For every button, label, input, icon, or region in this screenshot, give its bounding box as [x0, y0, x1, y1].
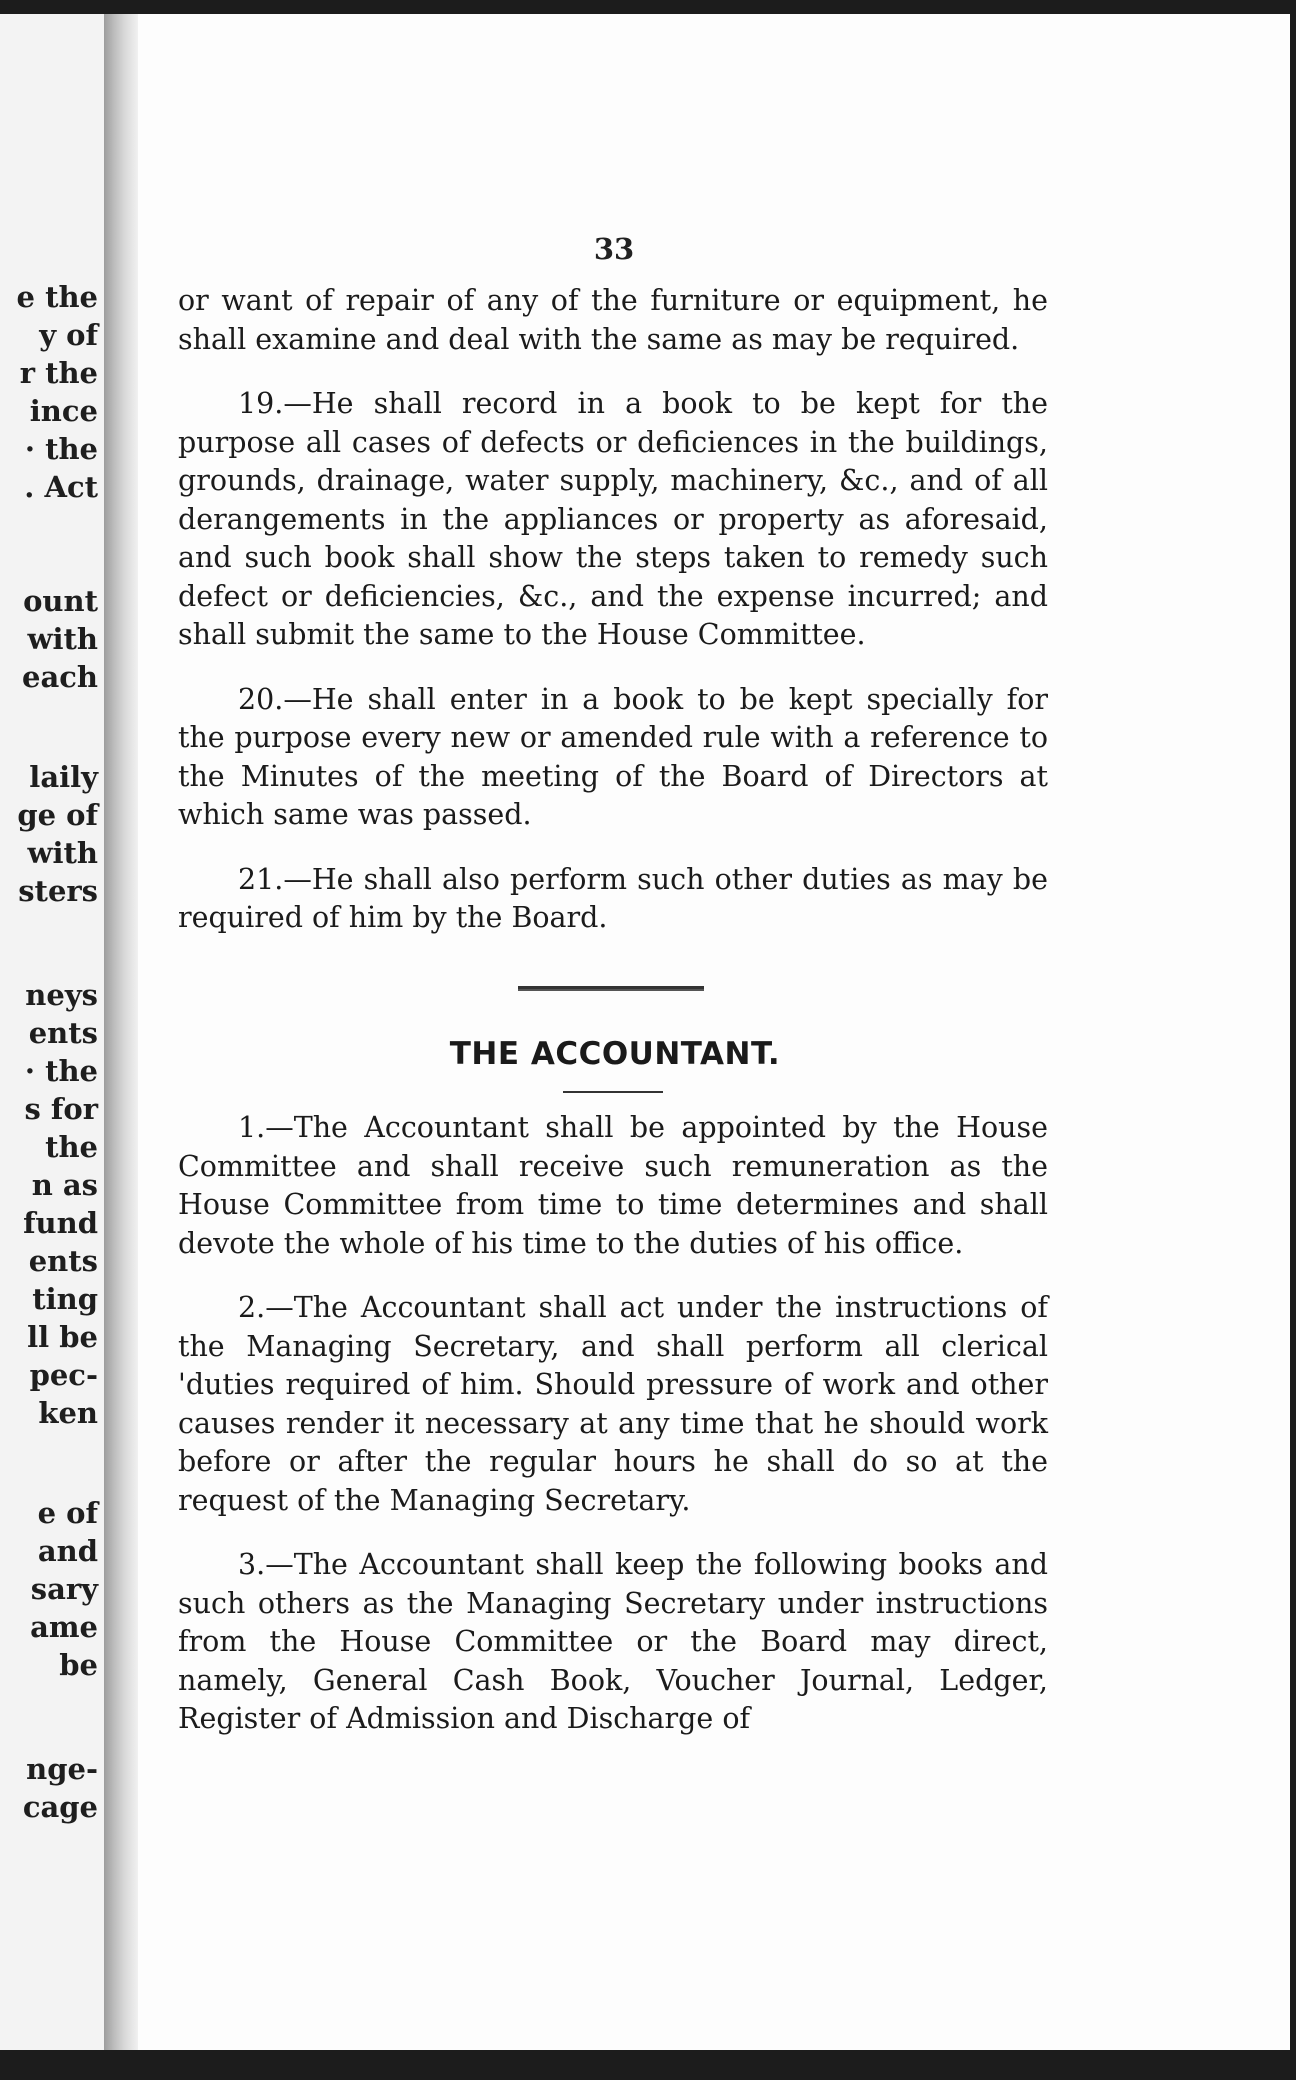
- heading-underline-rule: [563, 1091, 663, 1093]
- left-page-fragment: ll be: [27, 1320, 98, 1354]
- page-body: [178, 282, 1048, 1765]
- section-heading: THE ACCOUNTANT.: [449, 1035, 781, 1072]
- paragraphs-after-section: [178, 1109, 1048, 1739]
- left-page-fragment: · the: [24, 1054, 98, 1088]
- left-page-fragment: s for: [24, 1092, 98, 1126]
- book-gutter: [104, 14, 138, 2050]
- left-page-fragment: pec-: [29, 1358, 98, 1392]
- left-page-fragment: ame: [30, 1610, 98, 1644]
- paragraph: 1.—The Accountant shall be appointed by the House Committee and shall receive such remuneration as the House Committee from time to time determines and shall devote the whole of his time to the duties of his office.: [178, 1111, 1048, 1260]
- left-page-fragment: with: [27, 622, 98, 656]
- left-page-fragment: ount: [23, 584, 98, 618]
- left-page-fragment: ents: [28, 1244, 98, 1278]
- left-page-fragment: e of: [37, 1496, 98, 1530]
- paragraphs-before-section: [178, 282, 1048, 938]
- left-page-fragment: . Act: [24, 470, 98, 504]
- left-page-fragment: n as: [31, 1168, 98, 1202]
- paragraph: 3.—The Accountant shall keep the following books and such others as the Managing Secretary under instructions from the House Committee or the Board may direct, namely, General Cash Book, Voucher Journal, Ledger, Register of Admission and Discharge of: [178, 1548, 1048, 1735]
- left-page-edge: [0, 14, 104, 2050]
- left-page-fragment: be: [59, 1648, 98, 1682]
- left-page-fragment: y of: [39, 318, 98, 352]
- left-page-fragment: laily: [29, 760, 98, 794]
- paragraph: 19.—He shall record in a book to be kept for the purpose all cases of defects or deficiences in the buildings, grounds, drainage, water supply, machinery, &c., and of all derangements in the appliances or property as aforesaid, and such book shall show the steps taken to remedy such defect or deficiencies, &c., and the expense incurred; and shall submit the same to the House Committee.: [178, 387, 1048, 651]
- left-page-fragment: cage: [22, 1790, 98, 1824]
- left-page-fragment: and: [37, 1534, 98, 1568]
- left-page-fragment: each: [22, 660, 98, 694]
- left-page-fragment: ents: [28, 1016, 98, 1050]
- paragraph: 20.—He shall enter in a book to be kept specially for the purpose every new or amended rule with a reference to the Minutes of the meeting of the Board of Directors at which same was passed.: [178, 682, 1048, 831]
- left-page-fragment: with: [27, 836, 98, 870]
- left-page-fragment: sters: [18, 874, 98, 908]
- section-divider-double-rule: [518, 986, 704, 991]
- page-number: 33: [593, 232, 635, 266]
- left-page-fragment: the: [45, 1130, 98, 1164]
- left-page-fragment: · the: [24, 432, 98, 466]
- right-page: [138, 14, 1290, 2050]
- paragraph: or want of repair of any of the furniture or equipment, he shall examine and deal with the same as may be required.: [178, 284, 1048, 356]
- left-page-fragment: ting: [32, 1282, 98, 1316]
- left-page-fragment: fund: [23, 1206, 98, 1240]
- left-page-fragment: e the: [16, 280, 98, 314]
- left-page-fragment: ge of: [17, 798, 98, 832]
- left-page-fragment: ken: [38, 1396, 98, 1430]
- left-page-fragment: sary: [30, 1572, 98, 1606]
- left-page-fragment: neys: [25, 978, 98, 1012]
- paragraph: 21.—He shall also perform such other duties as may be required of him by the Board.: [178, 862, 1048, 934]
- left-page-fragment: r the: [19, 356, 98, 390]
- left-page-fragment: nge-: [26, 1752, 98, 1786]
- paragraph: 2.—The Accountant shall act under the instructions of the Managing Secretary, and shall perform all clerical 'duties required of him. Should pressure of work and other causes render it necessary at any time that he should work before or after the regular hours he shall do so at the request of the Managing Secretary.: [178, 1291, 1048, 1517]
- left-page-fragment: ince: [29, 394, 98, 428]
